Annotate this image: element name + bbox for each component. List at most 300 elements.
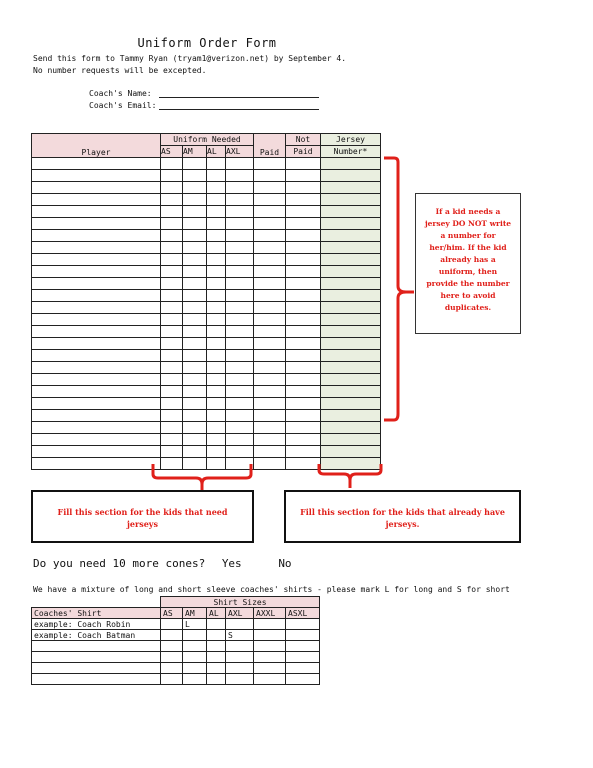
player-cell[interactable] bbox=[207, 350, 226, 362]
player-cell[interactable] bbox=[183, 218, 207, 230]
player-cell[interactable] bbox=[207, 338, 226, 350]
player-name-cell[interactable] bbox=[32, 218, 161, 230]
player-cell[interactable] bbox=[207, 446, 226, 458]
right-bottom-bracket-icon bbox=[316, 462, 386, 492]
player-cell[interactable] bbox=[161, 230, 183, 242]
player-cell[interactable] bbox=[161, 362, 183, 374]
player-cell[interactable] bbox=[286, 374, 321, 386]
jersey-number-cell[interactable] bbox=[321, 278, 381, 290]
player-row bbox=[32, 218, 381, 230]
player-cell[interactable] bbox=[226, 182, 254, 194]
player-cell[interactable] bbox=[254, 410, 286, 422]
jersey-number-cell[interactable] bbox=[321, 170, 381, 182]
shirt-size-cell[interactable] bbox=[226, 641, 254, 652]
player-cell[interactable] bbox=[254, 350, 286, 362]
player-cell[interactable] bbox=[226, 326, 254, 338]
player-cell[interactable] bbox=[226, 386, 254, 398]
player-cell[interactable] bbox=[286, 362, 321, 374]
player-cell[interactable] bbox=[286, 314, 321, 326]
player-cell[interactable] bbox=[226, 278, 254, 290]
player-cell[interactable] bbox=[161, 170, 183, 182]
player-cell[interactable] bbox=[183, 422, 207, 434]
player-cell[interactable] bbox=[207, 434, 226, 446]
player-name-cell[interactable] bbox=[32, 362, 161, 374]
player-cell[interactable] bbox=[161, 410, 183, 422]
right-section-box bbox=[284, 490, 521, 543]
player-cell[interactable] bbox=[226, 158, 254, 170]
player-cell[interactable] bbox=[226, 194, 254, 206]
shirt-size-cell[interactable] bbox=[286, 652, 320, 663]
player-cell[interactable] bbox=[183, 290, 207, 302]
form-title: Uniform Order Form bbox=[137, 36, 277, 50]
shirt-size-cell[interactable] bbox=[226, 619, 254, 630]
shirt-coach-name-cell[interactable]: example: Coach Robin bbox=[32, 619, 161, 630]
jersey-number-cell[interactable] bbox=[321, 326, 381, 338]
player-cell[interactable] bbox=[254, 242, 286, 254]
jersey-number-cell[interactable] bbox=[321, 230, 381, 242]
shirt-size-cell[interactable] bbox=[254, 641, 286, 652]
player-row bbox=[32, 362, 381, 374]
shirt-size-am: AM bbox=[183, 608, 207, 619]
player-cell[interactable] bbox=[226, 254, 254, 266]
player-cell[interactable] bbox=[207, 230, 226, 242]
jersey-number-cell[interactable] bbox=[321, 434, 381, 446]
jersey-number-cell[interactable] bbox=[321, 374, 381, 386]
player-cell[interactable] bbox=[226, 362, 254, 374]
player-cell[interactable] bbox=[161, 338, 183, 350]
shirt-size-cell[interactable] bbox=[161, 619, 183, 630]
cones-no-option[interactable]: No bbox=[278, 557, 292, 570]
player-cell[interactable] bbox=[226, 206, 254, 218]
player-cell[interactable] bbox=[207, 410, 226, 422]
shirt-coach-name-cell[interactable] bbox=[32, 641, 161, 652]
player-cell[interactable] bbox=[254, 434, 286, 446]
player-row bbox=[32, 242, 381, 254]
shirt-size-cell[interactable] bbox=[183, 674, 207, 685]
player-name-cell[interactable] bbox=[32, 446, 161, 458]
shirt-size-cell[interactable] bbox=[226, 674, 254, 685]
player-cell[interactable] bbox=[161, 422, 183, 434]
player-cell[interactable] bbox=[183, 158, 207, 170]
shirt-coach-name-cell[interactable] bbox=[32, 674, 161, 685]
jersey-number-cell[interactable] bbox=[321, 266, 381, 278]
player-row bbox=[32, 278, 381, 290]
player-cell[interactable] bbox=[286, 170, 321, 182]
intro-line-1: Send this form to Tammy Ryan (tryam1@verizon.net) by September 4. bbox=[33, 54, 347, 63]
jersey-number-cell[interactable] bbox=[321, 302, 381, 314]
jersey-number-cell[interactable] bbox=[321, 350, 381, 362]
shirt-size-cell[interactable]: L bbox=[183, 619, 207, 630]
player-cell[interactable] bbox=[207, 374, 226, 386]
right-note-box bbox=[415, 193, 521, 334]
player-cell[interactable] bbox=[226, 374, 254, 386]
header-size-as: AS bbox=[161, 146, 183, 158]
player-cell[interactable] bbox=[161, 242, 183, 254]
player-row bbox=[32, 290, 381, 302]
player-cell[interactable] bbox=[286, 194, 321, 206]
player-cell[interactable] bbox=[161, 434, 183, 446]
player-row bbox=[32, 158, 381, 170]
player-name-cell[interactable] bbox=[32, 386, 161, 398]
player-name-cell[interactable] bbox=[32, 458, 161, 470]
jersey-number-cell[interactable] bbox=[321, 254, 381, 266]
player-cell[interactable] bbox=[286, 158, 321, 170]
jersey-number-cell[interactable] bbox=[321, 242, 381, 254]
player-cell[interactable] bbox=[183, 374, 207, 386]
header-not-paid-top: Not bbox=[286, 134, 321, 146]
player-cell[interactable] bbox=[254, 326, 286, 338]
shirt-size-cell[interactable] bbox=[207, 663, 226, 674]
player-cell[interactable] bbox=[183, 302, 207, 314]
player-cell[interactable] bbox=[226, 242, 254, 254]
header-uniform-needed: Uniform Needed bbox=[161, 134, 254, 146]
jersey-number-cell[interactable] bbox=[321, 362, 381, 374]
cones-question: Do you need 10 more cones? bbox=[33, 557, 206, 570]
player-cell[interactable] bbox=[161, 314, 183, 326]
player-cell[interactable] bbox=[207, 290, 226, 302]
shirt-size-cell[interactable] bbox=[183, 630, 207, 641]
shirt-size-cell[interactable] bbox=[254, 619, 286, 630]
shirt-size-cell[interactable] bbox=[207, 630, 226, 641]
shirt-size-cell[interactable] bbox=[254, 674, 286, 685]
jersey-number-cell[interactable] bbox=[321, 314, 381, 326]
player-name-cell[interactable] bbox=[32, 314, 161, 326]
player-row bbox=[32, 230, 381, 242]
player-cell[interactable] bbox=[254, 218, 286, 230]
player-cell[interactable] bbox=[254, 182, 286, 194]
player-cell[interactable] bbox=[286, 350, 321, 362]
player-row bbox=[32, 434, 381, 446]
player-cell[interactable] bbox=[161, 158, 183, 170]
player-cell[interactable] bbox=[286, 410, 321, 422]
player-cell[interactable] bbox=[254, 314, 286, 326]
player-row bbox=[32, 170, 381, 182]
player-cell[interactable] bbox=[207, 170, 226, 182]
shirt-size-cell[interactable] bbox=[286, 674, 320, 685]
player-cell[interactable] bbox=[183, 182, 207, 194]
jersey-number-cell[interactable] bbox=[321, 218, 381, 230]
player-cell[interactable] bbox=[207, 362, 226, 374]
player-cell[interactable] bbox=[183, 410, 207, 422]
player-cell[interactable] bbox=[226, 422, 254, 434]
shirt-size-cell[interactable] bbox=[286, 641, 320, 652]
player-cell[interactable] bbox=[161, 326, 183, 338]
player-cell[interactable] bbox=[226, 338, 254, 350]
shirt-size-cell[interactable] bbox=[161, 641, 183, 652]
player-cell[interactable] bbox=[183, 338, 207, 350]
shirt-size-cell[interactable] bbox=[161, 652, 183, 663]
player-cell[interactable] bbox=[226, 398, 254, 410]
player-cell[interactable] bbox=[183, 350, 207, 362]
player-name-cell[interactable] bbox=[32, 398, 161, 410]
shirt-size-cell[interactable] bbox=[161, 674, 183, 685]
right-bracket-icon bbox=[380, 150, 420, 480]
coach-email-field[interactable] bbox=[159, 109, 319, 110]
shirt-size-cell[interactable] bbox=[207, 619, 226, 630]
player-cell[interactable] bbox=[286, 422, 321, 434]
player-cell[interactable] bbox=[226, 230, 254, 242]
player-name-cell[interactable] bbox=[32, 170, 161, 182]
shirt-size-cell[interactable] bbox=[161, 630, 183, 641]
player-cell[interactable] bbox=[286, 338, 321, 350]
player-cell[interactable] bbox=[286, 242, 321, 254]
player-cell[interactable] bbox=[161, 182, 183, 194]
player-cell[interactable] bbox=[207, 194, 226, 206]
player-cell[interactable] bbox=[286, 254, 321, 266]
header-size-axl: AXL bbox=[226, 146, 254, 158]
shirt-coach-name-cell[interactable] bbox=[32, 652, 161, 663]
jersey-number-cell[interactable] bbox=[321, 206, 381, 218]
jersey-number-cell[interactable] bbox=[321, 194, 381, 206]
player-cell[interactable] bbox=[183, 434, 207, 446]
player-row bbox=[32, 398, 381, 410]
player-cell[interactable] bbox=[226, 446, 254, 458]
player-cell[interactable] bbox=[183, 398, 207, 410]
jersey-number-cell[interactable] bbox=[321, 422, 381, 434]
shirt-size-cell[interactable] bbox=[254, 663, 286, 674]
player-row bbox=[32, 206, 381, 218]
player-name-cell[interactable] bbox=[32, 326, 161, 338]
shirt-size-cell[interactable] bbox=[226, 652, 254, 663]
player-cell[interactable] bbox=[161, 302, 183, 314]
header-jersey-top: Jersey bbox=[321, 134, 381, 146]
player-name-cell[interactable] bbox=[32, 290, 161, 302]
player-cell[interactable] bbox=[161, 290, 183, 302]
player-row bbox=[32, 374, 381, 386]
shirt-size-cell[interactable] bbox=[207, 652, 226, 663]
player-cell[interactable] bbox=[286, 206, 321, 218]
player-cell[interactable] bbox=[254, 374, 286, 386]
player-cell[interactable] bbox=[161, 398, 183, 410]
player-row bbox=[32, 338, 381, 350]
player-cell[interactable] bbox=[254, 254, 286, 266]
player-cell[interactable] bbox=[161, 206, 183, 218]
player-cell[interactable] bbox=[183, 230, 207, 242]
player-row bbox=[32, 194, 381, 206]
player-cell[interactable] bbox=[286, 434, 321, 446]
player-cell[interactable] bbox=[286, 302, 321, 314]
player-cell[interactable] bbox=[207, 302, 226, 314]
player-cell[interactable] bbox=[254, 206, 286, 218]
player-cell[interactable] bbox=[183, 326, 207, 338]
coach-name-field[interactable] bbox=[159, 97, 319, 98]
player-cell[interactable] bbox=[207, 158, 226, 170]
player-cell[interactable] bbox=[254, 458, 286, 470]
shirt-size-cell[interactable] bbox=[183, 652, 207, 663]
player-cell[interactable] bbox=[207, 326, 226, 338]
player-cell[interactable] bbox=[286, 218, 321, 230]
player-cell[interactable] bbox=[207, 242, 226, 254]
player-cell[interactable] bbox=[183, 362, 207, 374]
player-cell[interactable] bbox=[161, 278, 183, 290]
shirt-instructions: We have a mixture of long and short sleeve coaches' shirts - please mark L for long and S for short bbox=[33, 585, 510, 594]
player-cell[interactable] bbox=[183, 170, 207, 182]
shirt-size-cell[interactable] bbox=[286, 663, 320, 674]
shirt-row bbox=[32, 652, 320, 663]
header-jersey-bottom: Number* bbox=[321, 146, 381, 158]
player-cell[interactable] bbox=[183, 266, 207, 278]
player-cell[interactable] bbox=[207, 218, 226, 230]
player-cell[interactable] bbox=[161, 266, 183, 278]
player-row bbox=[32, 182, 381, 194]
shirt-row bbox=[32, 630, 320, 641]
player-cell[interactable] bbox=[207, 422, 226, 434]
player-name-cell[interactable] bbox=[32, 194, 161, 206]
player-cell[interactable] bbox=[207, 386, 226, 398]
header-size-al: AL bbox=[207, 146, 226, 158]
player-cell[interactable] bbox=[183, 242, 207, 254]
player-cell[interactable] bbox=[161, 350, 183, 362]
player-cell[interactable] bbox=[183, 206, 207, 218]
player-cell[interactable] bbox=[207, 182, 226, 194]
player-cell[interactable] bbox=[161, 254, 183, 266]
player-cell[interactable] bbox=[254, 362, 286, 374]
player-cell[interactable] bbox=[183, 254, 207, 266]
player-name-cell[interactable] bbox=[32, 422, 161, 434]
player-name-cell[interactable] bbox=[32, 182, 161, 194]
player-name-cell[interactable] bbox=[32, 266, 161, 278]
shirt-size-axl: AXL bbox=[226, 608, 254, 619]
player-cell[interactable] bbox=[286, 290, 321, 302]
player-cell[interactable] bbox=[207, 266, 226, 278]
player-cell[interactable] bbox=[286, 266, 321, 278]
player-cell[interactable] bbox=[207, 278, 226, 290]
player-name-cell[interactable] bbox=[32, 158, 161, 170]
player-cell[interactable] bbox=[183, 194, 207, 206]
player-name-cell[interactable] bbox=[32, 338, 161, 350]
coach-email-label: Coach's Email: bbox=[89, 101, 157, 110]
player-cell[interactable] bbox=[207, 314, 226, 326]
player-cell[interactable] bbox=[254, 194, 286, 206]
player-cell[interactable] bbox=[286, 230, 321, 242]
player-cell[interactable] bbox=[254, 422, 286, 434]
shirt-coach-name-cell[interactable] bbox=[32, 663, 161, 674]
player-row bbox=[32, 386, 381, 398]
player-name-cell[interactable] bbox=[32, 434, 161, 446]
player-cell[interactable] bbox=[226, 314, 254, 326]
player-cell[interactable] bbox=[254, 386, 286, 398]
player-cell[interactable] bbox=[183, 386, 207, 398]
shirt-size-axxl: AXXL bbox=[254, 608, 286, 619]
player-name-cell[interactable] bbox=[32, 254, 161, 266]
player-cell[interactable] bbox=[161, 386, 183, 398]
left-section-note: Fill this section for the kids that need jerseys bbox=[57, 507, 228, 529]
shirt-size-cell[interactable] bbox=[226, 663, 254, 674]
shirt-row bbox=[32, 641, 320, 652]
jersey-number-cell[interactable] bbox=[321, 446, 381, 458]
jersey-number-cell[interactable] bbox=[321, 290, 381, 302]
player-cell[interactable] bbox=[286, 182, 321, 194]
player-cell[interactable] bbox=[183, 278, 207, 290]
player-cell[interactable] bbox=[226, 290, 254, 302]
shirt-size-cell[interactable] bbox=[183, 663, 207, 674]
player-row bbox=[32, 422, 381, 434]
player-cell[interactable] bbox=[226, 410, 254, 422]
player-cell[interactable] bbox=[254, 266, 286, 278]
shirt-size-cell[interactable] bbox=[207, 641, 226, 652]
player-cell[interactable] bbox=[254, 158, 286, 170]
player-cell[interactable] bbox=[226, 170, 254, 182]
jersey-number-cell[interactable] bbox=[321, 398, 381, 410]
player-row bbox=[32, 266, 381, 278]
header-coaches-shirt: Coaches' Shirt bbox=[32, 608, 161, 619]
shirt-size-cell[interactable] bbox=[207, 674, 226, 685]
player-cell[interactable] bbox=[254, 170, 286, 182]
player-cell[interactable] bbox=[183, 446, 207, 458]
player-cell[interactable] bbox=[254, 446, 286, 458]
player-cell[interactable] bbox=[254, 338, 286, 350]
player-cell[interactable] bbox=[161, 446, 183, 458]
player-row bbox=[32, 326, 381, 338]
player-cell[interactable] bbox=[286, 386, 321, 398]
header-size-am: AM bbox=[183, 146, 207, 158]
cones-yes-option[interactable]: Yes bbox=[221, 557, 242, 570]
player-name-cell[interactable] bbox=[32, 206, 161, 218]
player-cell[interactable] bbox=[226, 350, 254, 362]
player-cell[interactable] bbox=[254, 278, 286, 290]
player-cell[interactable] bbox=[286, 398, 321, 410]
player-cell[interactable] bbox=[286, 278, 321, 290]
player-cell[interactable] bbox=[161, 374, 183, 386]
jersey-number-cell[interactable] bbox=[321, 410, 381, 422]
coach-name-label: Coach's Name: bbox=[89, 89, 152, 98]
player-cell[interactable] bbox=[226, 218, 254, 230]
player-cell[interactable] bbox=[207, 254, 226, 266]
player-cell[interactable] bbox=[183, 314, 207, 326]
jersey-number-cell[interactable] bbox=[321, 158, 381, 170]
shirt-size-cell[interactable] bbox=[254, 652, 286, 663]
player-cell[interactable] bbox=[254, 302, 286, 314]
shirt-row bbox=[32, 619, 320, 630]
shirt-size-cell[interactable] bbox=[286, 619, 320, 630]
player-cell[interactable] bbox=[226, 266, 254, 278]
shirt-size-cell[interactable] bbox=[161, 663, 183, 674]
player-name-cell[interactable] bbox=[32, 410, 161, 422]
shirt-size-cell[interactable] bbox=[183, 641, 207, 652]
player-cell[interactable] bbox=[226, 434, 254, 446]
shirt-size-cell[interactable] bbox=[254, 630, 286, 641]
player-row bbox=[32, 410, 381, 422]
player-cell[interactable] bbox=[254, 290, 286, 302]
cones-question-row bbox=[33, 557, 292, 570]
shirt-coach-name-cell[interactable]: example: Coach Batman bbox=[32, 630, 161, 641]
player-cell[interactable] bbox=[286, 446, 321, 458]
player-name-cell[interactable] bbox=[32, 374, 161, 386]
player-cell[interactable] bbox=[161, 194, 183, 206]
player-cell[interactable] bbox=[207, 398, 226, 410]
jersey-number-cell[interactable] bbox=[321, 386, 381, 398]
player-cell[interactable] bbox=[161, 218, 183, 230]
player-row bbox=[32, 350, 381, 362]
player-cell[interactable] bbox=[254, 398, 286, 410]
player-name-cell[interactable] bbox=[32, 230, 161, 242]
jersey-number-cell[interactable] bbox=[321, 338, 381, 350]
player-name-cell[interactable] bbox=[32, 302, 161, 314]
player-name-cell[interactable] bbox=[32, 278, 161, 290]
player-name-cell[interactable] bbox=[32, 350, 161, 362]
jersey-number-cell[interactable] bbox=[321, 182, 381, 194]
shirt-size-cell[interactable] bbox=[286, 630, 320, 641]
shirt-size-cell[interactable]: S bbox=[226, 630, 254, 641]
player-name-cell[interactable] bbox=[32, 242, 161, 254]
player-cell[interactable] bbox=[254, 230, 286, 242]
player-cell[interactable] bbox=[226, 302, 254, 314]
right-section-note: Fill this section for the kids that already have jerseys. bbox=[300, 507, 505, 529]
player-cell[interactable] bbox=[286, 326, 321, 338]
left-bottom-bracket-icon bbox=[150, 462, 254, 492]
coach-shirt-table bbox=[31, 596, 320, 685]
player-cell[interactable] bbox=[207, 206, 226, 218]
